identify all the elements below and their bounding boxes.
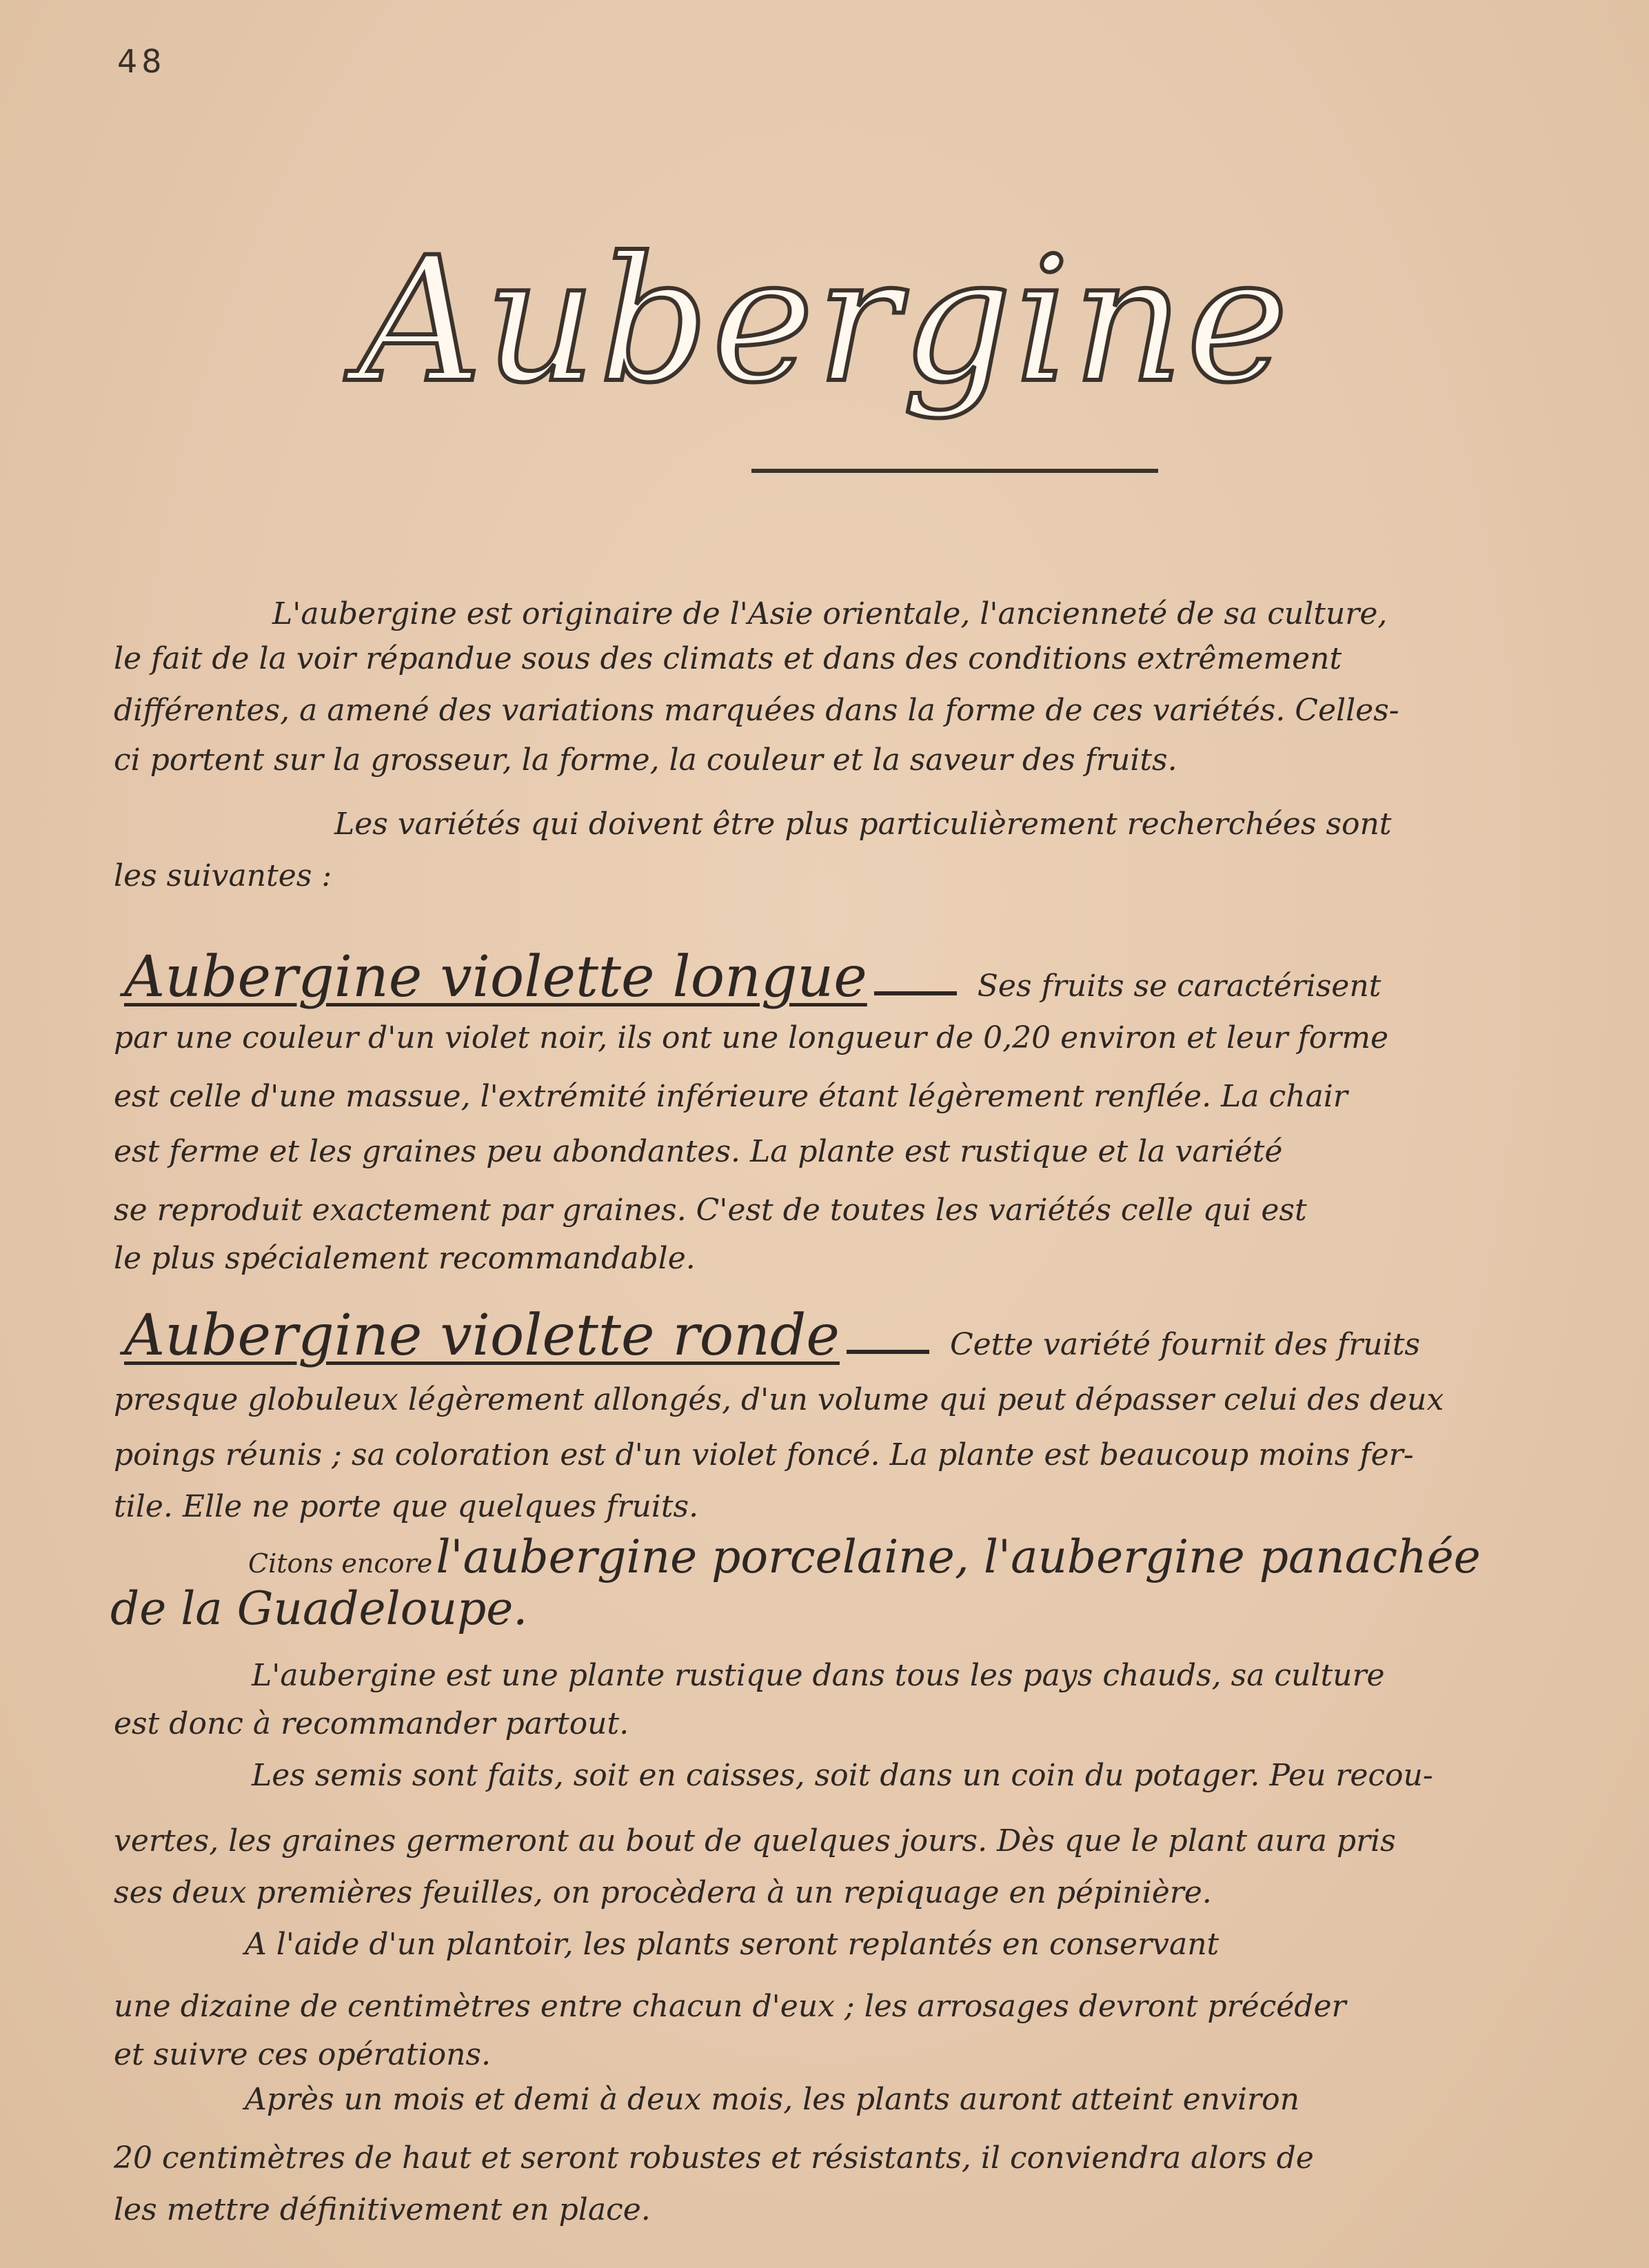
variety-2-line-2: poings réunis ; sa coloration est d'un violet foncé. La plante est beaucoup moins fer- xyxy=(114,1437,1414,1472)
varieties-intro-line-1: Les variétés qui doivent être plus particulièrement recherchées sont xyxy=(334,807,1392,842)
apres-line-3: les mettre définitivement en place. xyxy=(114,2192,651,2227)
title-underline xyxy=(751,469,1158,473)
intro-line-2: le fait de la voir répandue sous des climats et dans des conditions extrêmement xyxy=(114,641,1342,676)
variety-1-desc-first: Ses fruits se caractérisent xyxy=(977,969,1382,1004)
culture-line-2: est donc à recommander partout. xyxy=(114,1706,629,1741)
mention-varieties: l'aubergine porcelaine, l'aubergine panachée xyxy=(436,1530,1481,1583)
variety-1-line-2: est celle d'une massue, l'extrémité inférieure étant légèrement renflée. La chair xyxy=(114,1079,1348,1114)
mention-line-1 xyxy=(248,1530,1481,1583)
variety-1-line-1: par une couleur d'un violet noir, ils ont une longueur de 0,20 environ et leur forme xyxy=(114,1020,1389,1055)
variety-1-line-3: est ferme et les graines peu abondantes. La plante est rustique et la variété xyxy=(114,1134,1283,1169)
variety-1-line-4: se reproduit exactement par graines. C'est de toutes les variétés celle qui est xyxy=(114,1193,1307,1228)
semis-line-1: Les semis sont faits, soit en caisses, soit dans un coin du potager. Peu recou- xyxy=(252,1758,1433,1793)
variety-1-heading xyxy=(124,944,1641,1010)
variety-2-desc-first: Cette variété fournit des fruits xyxy=(949,1327,1420,1362)
mention-line-2 xyxy=(110,1582,527,1635)
page-title: Aubergine xyxy=(358,220,1291,421)
mention-prefix: Citons encore xyxy=(248,1548,433,1579)
variety-1-line-5: le plus spécialement recommandable. xyxy=(114,1241,696,1276)
culture-line-1: L'aubergine est une plante rustique dans tous les pays chauds, sa culture xyxy=(252,1658,1385,1693)
apres-line-1: Après un mois et demi à deux mois, les plants auront atteint environ xyxy=(245,2082,1299,2117)
plantoir-line-1: A l'aide d'un plantoir, les plants seront replantés en conservant xyxy=(245,1927,1220,1962)
mention-guadeloupe: de la Guadeloupe. xyxy=(110,1582,528,1635)
apres-line-2: 20 centimètres de haut et seront robustes et résistants, il conviendra alors de xyxy=(114,2140,1314,2176)
plantoir-line-2: une dizaine de centimètres entre chacun d'eux ; les arrosages devront précéder xyxy=(114,1989,1346,2024)
variety-2-heading xyxy=(124,1303,1641,1368)
intro-line-3: différentes, a amené des variations marquées dans la forme de ces variétés. Celles- xyxy=(114,693,1399,728)
varieties-intro-line-2: les suivantes : xyxy=(114,858,332,893)
semis-line-2: vertes, les graines germeront au bout de quelques jours. Dès que le plant aura pris xyxy=(114,1823,1396,1859)
intro-line-4: ci portent sur la grosseur, la forme, la couleur et la saveur des fruits. xyxy=(114,742,1177,778)
intro-line-1: L'aubergine est originaire de l'Asie orientale, l'ancienneté de sa culture, xyxy=(272,596,1388,631)
plantoir-line-3: et suivre ces opérations. xyxy=(114,2037,491,2072)
variety-1-name: Aubergine violette longue xyxy=(124,944,867,1010)
page-number: 48 xyxy=(117,43,166,80)
variety-2-line-3: tile. Elle ne porte que quelques fruits. xyxy=(114,1489,699,1524)
variety-2-name: Aubergine violette ronde xyxy=(124,1303,840,1368)
variety-1-dash xyxy=(874,991,957,995)
variety-2-dash xyxy=(847,1350,929,1354)
semis-line-3: ses deux premières feuilles, on procèdera à un repiquage en pépinière. xyxy=(114,1875,1212,1910)
variety-2-line-1: presque globuleux légèrement allongés, d'un volume qui peut dépasser celui des deux xyxy=(114,1382,1444,1417)
